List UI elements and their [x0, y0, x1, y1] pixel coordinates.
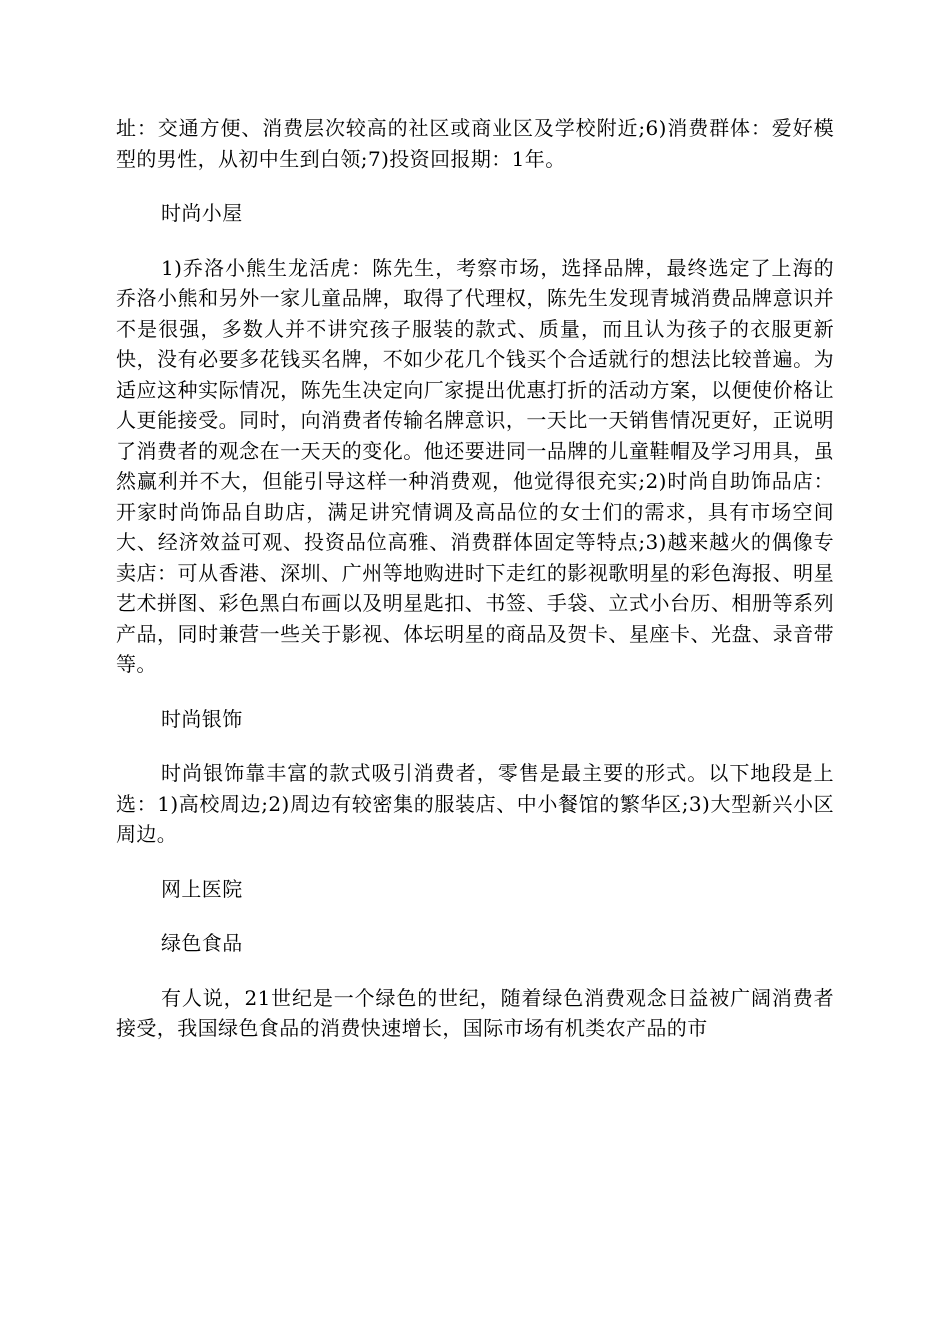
- document-page: [116, 113, 834, 1044]
- paragraph-silver-jewelry: 时尚银饰靠丰富的款式吸引消费者，零售是最主要的形式。以下地段是上选：1)高校周边;2)周边有较密集的服装店、中小餐馆的繁华区;3)大型新兴小区周边。: [116, 761, 834, 846]
- paragraph-continued: 址：交通方便、消费层次较高的社区或商业区及学校附近;6)消费群体：爱好模型的男性，从初中生到白领;7)投资回报期：1年。: [116, 116, 834, 171]
- section-heading-fashion-hut: 时尚小屋: [161, 201, 243, 225]
- section-heading-silver-jewelry: 时尚银饰: [161, 706, 243, 731]
- section-heading-online-hospital: 网上医院: [161, 876, 243, 901]
- section-heading-green-food: 绿色食品: [161, 931, 243, 955]
- paragraph-fashion-hut: 1)乔洛小熊生龙活虎：陈先生，考察市场，选择品牌，最终选定了上海的乔洛小熊和另外一家儿童品牌，取得了代理权，陈先生发现青城消费品牌意识并不是很强，多数人并不讲究孩子服装的款式、质量，而且认为孩子的衣服更新快，没有必要多花钱买名牌，不如少花几个钱买个合适就行的想法比较普遍。为适应这种实际情况，陈先生决定向厂家提出优惠打折的活动方案，以便使价格让人更能接受。同时，向消费者传输名牌意识，一天比一天销售情况更好，正说明了消费者的观念在一天天的变化。他还要进同一品牌的儿童鞋帽及学习用具，虽然赢利并不大，但能引导这样一种消费观，他觉得很充实;2)时尚自助饰品店：开家时尚饰品自助店，满足讲究情调及高品位的女士们的需求，具有市场空间大、经济效益可观、投资品位高雅、消费群体固定等特点;3)越来越火的偶像专卖店：可从香港、深圳、广州等地购进时下走红的影视歌明星的彩色海报、明星艺术拼图、彩色黑白布画以及明星匙扣、书签、手袋、立式小台历、相册等系列产品，同时兼营一些关于影视、体坛明星的商品及贺卡、星座卡、光盘、录音带等。: [116, 255, 834, 676]
- paragraph-green-food: 有人说，21世纪是一个绿色的世纪，随着绿色消费观念日益被广阔消费者接受，我国绿色食品的消费快速增长，国际市场有机类农产品的市: [116, 985, 834, 1040]
